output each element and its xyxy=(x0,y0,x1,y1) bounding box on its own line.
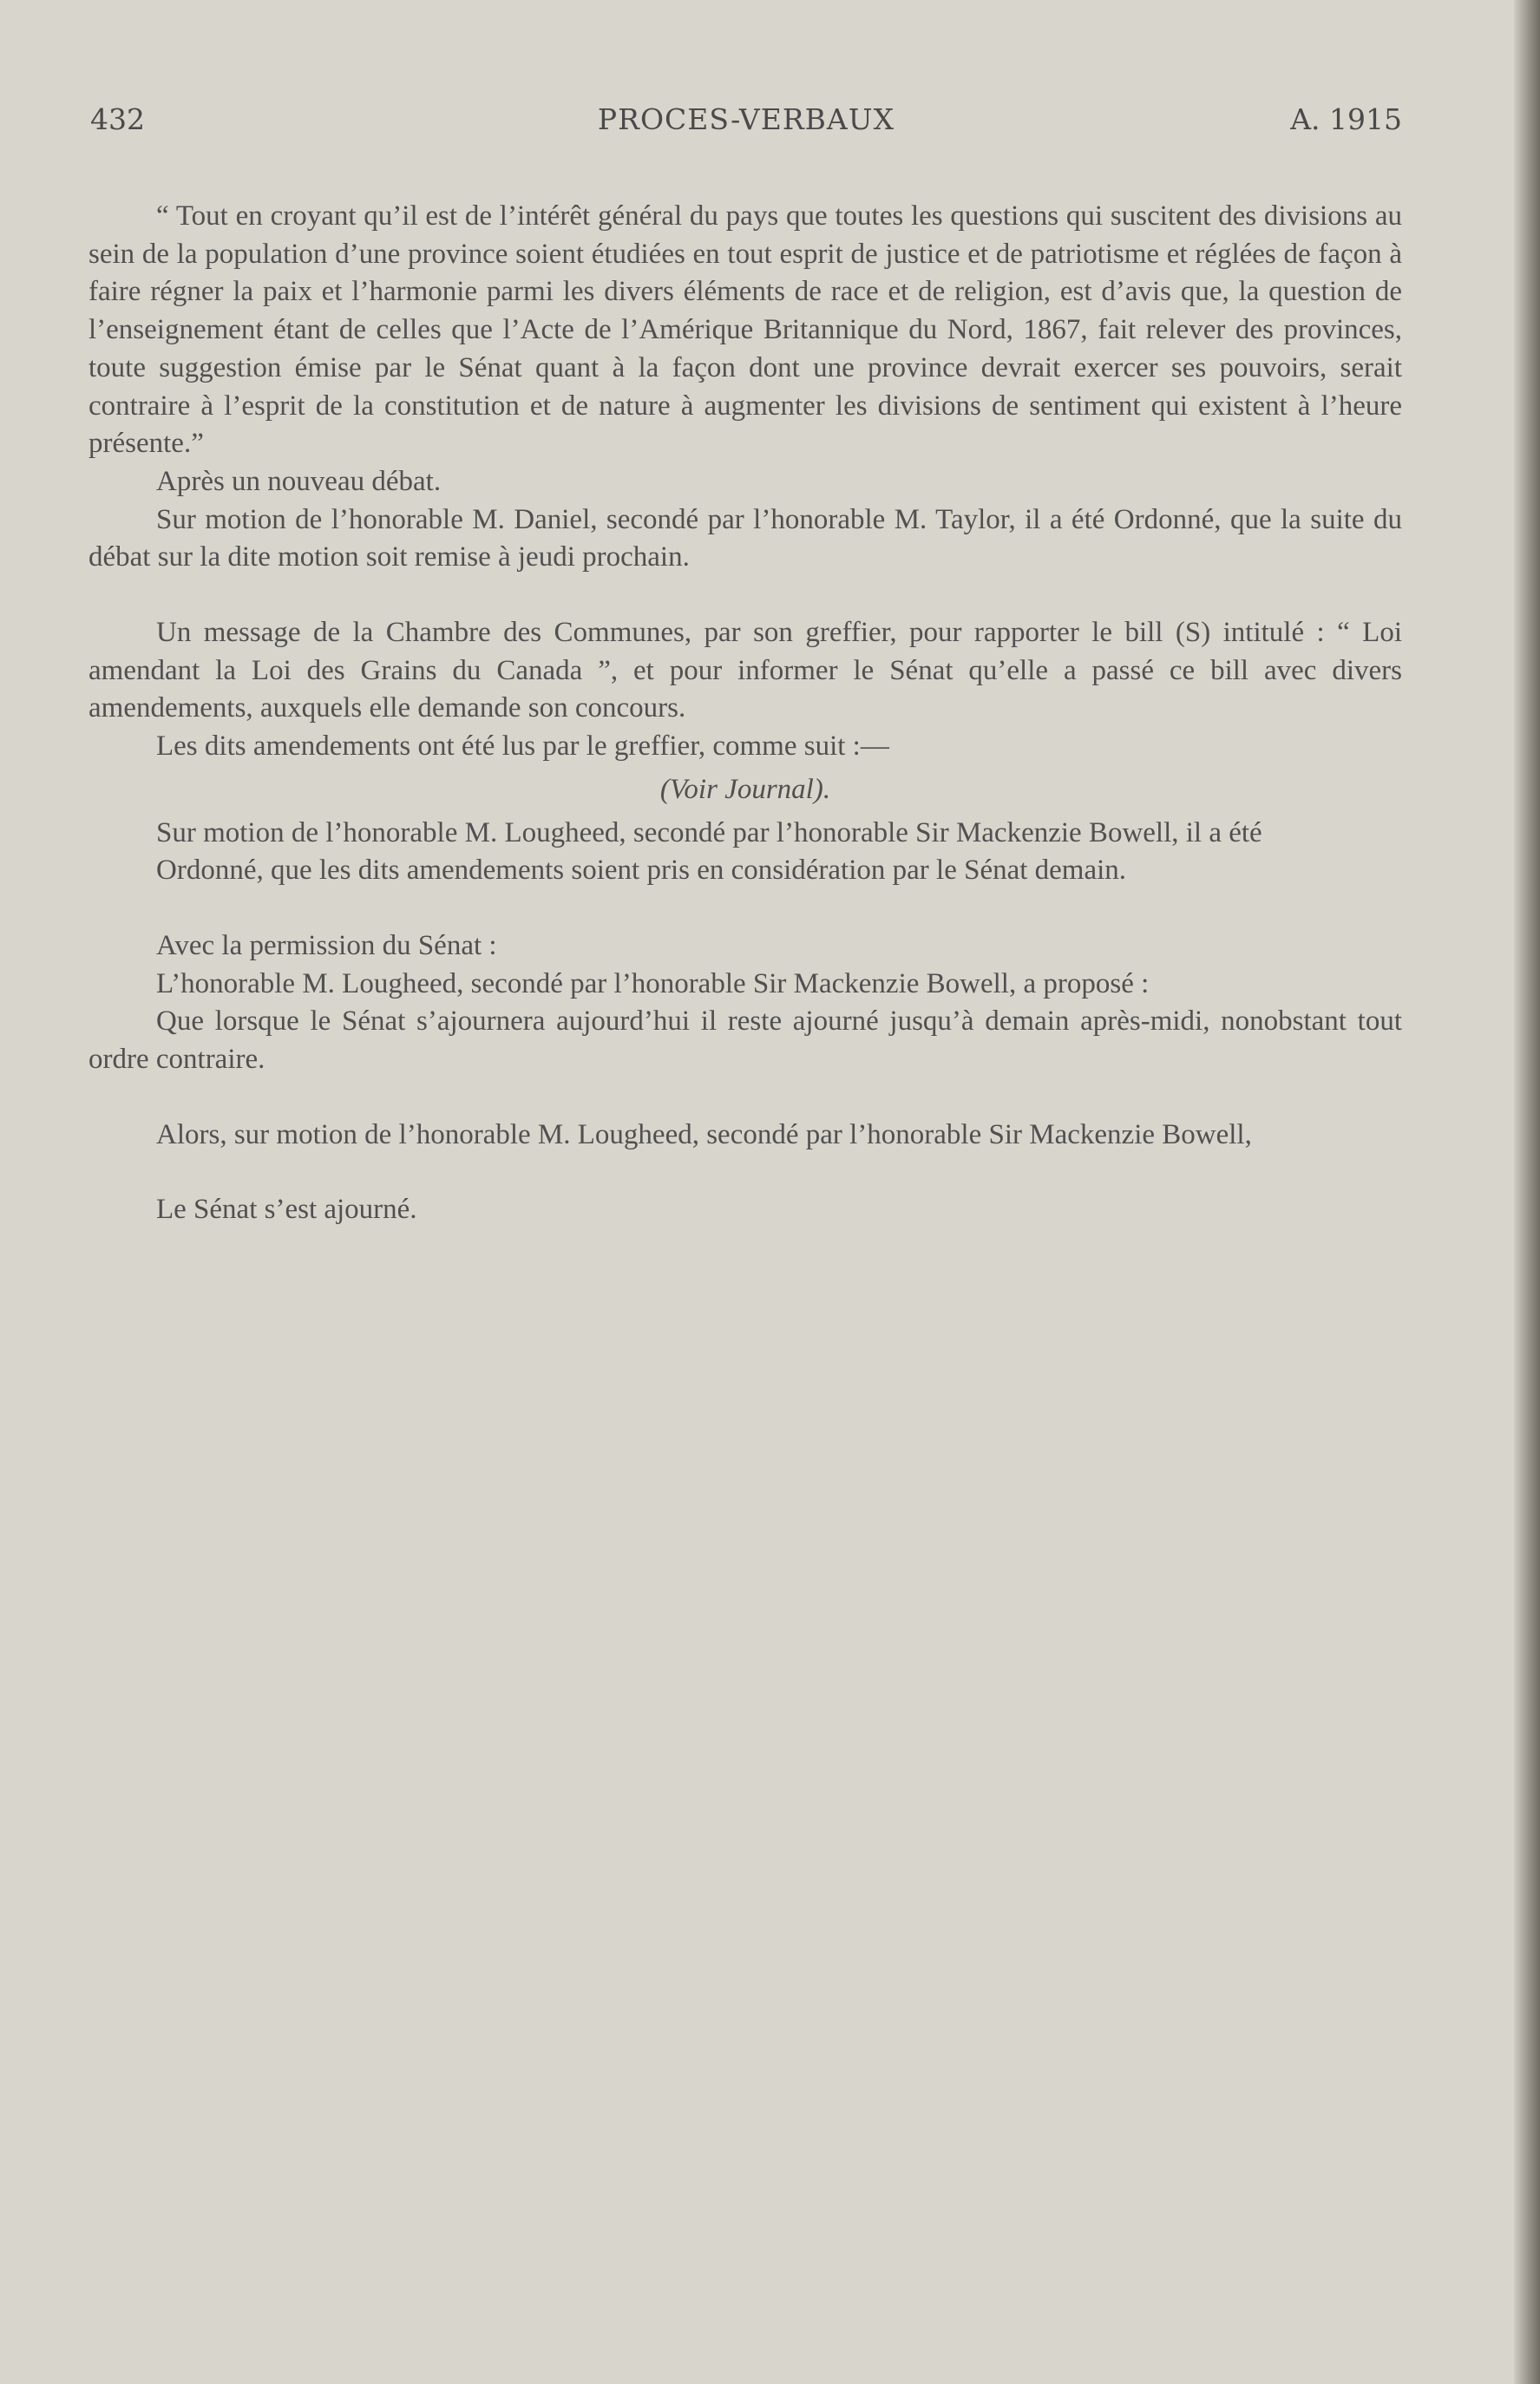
paragraph: Alors, sur motion de l’honorable M. Lougheed, secondé par l’honorable Sir Mackenzie Bowell, xyxy=(156,1118,1252,1150)
running-header xyxy=(90,102,1402,146)
paragraph: Après un nouveau débat. xyxy=(156,465,442,497)
paragraph: Avec la permission du Sénat : xyxy=(156,929,497,961)
journal-reference: (Voir Journal). xyxy=(659,773,831,805)
page-number: 432 xyxy=(90,102,145,136)
header-title: PROCES-VERBAUX xyxy=(597,102,895,136)
paragraph: L’honorable M. Lougheed, secondé par l’honorable Sir Mackenzie Bowell, a proposé : xyxy=(156,967,1150,999)
paragraph: Un message de la Chambre des Communes, par son greffier, pour rapporter le bill (S) intitulé : “ Loi amendant la Loi des Grains du Canada ”, et pour informer le Sénat qu’elle a passé ce bill avec divers amendements, auxquels elle demande son concours. xyxy=(88,617,1402,724)
paragraph: Ordonné, que les dits amendements soient pris en considération par le Sénat demain. xyxy=(156,855,1127,887)
page-binding-edge xyxy=(1514,0,1540,2384)
quoted-resolution: “ Tout en croyant qu’il est de l’intérêt général du pays que toutes les questions qui suscitent des divisions au sein de la population d’une province soient étudiées en tout esprit de justice et de patriotisme et réglées de façon à faire régner la paix et l’harmonie parmi les divers éléments de race et de religion, est d’avis que, la question de l’enseignement étant de celles que l’Acte de l’Amérique Britannique du Nord, 1867, fait relever des provinces, toute suggestion émise par le Sénat quant à la façon dont une province devrait exercer ses pouvoirs, serait contraire à l’esprit de la constitution et de nature à augmenter les divisions de sentiment qui existent à l’heure présente.” xyxy=(88,200,1402,460)
document-body xyxy=(88,198,1402,1229)
header-year: A. 1915 xyxy=(1290,102,1402,136)
paragraph: Les dits amendements ont été lus par le greffier, comme suit :— xyxy=(156,730,889,763)
paragraph: Que lorsque le Sénat s’ajournera aujourd’hui il reste ajourné jusqu’à demain après-midi, nonobstant tout ordre contraire. xyxy=(88,1005,1402,1076)
paragraph: Sur motion de l’honorable M. Daniel, secondé par l’honorable M. Taylor, il a été Ordonné, que la suite du débat sur la dite motion soit remise à jeudi prochain. xyxy=(88,503,1402,573)
paragraph: Sur motion de l’honorable M. Lougheed, secondé par l’honorable Sir Mackenzie Bowell, il a été xyxy=(156,816,1262,848)
paragraph: Le Sénat s’est ajourné. xyxy=(156,1194,417,1226)
